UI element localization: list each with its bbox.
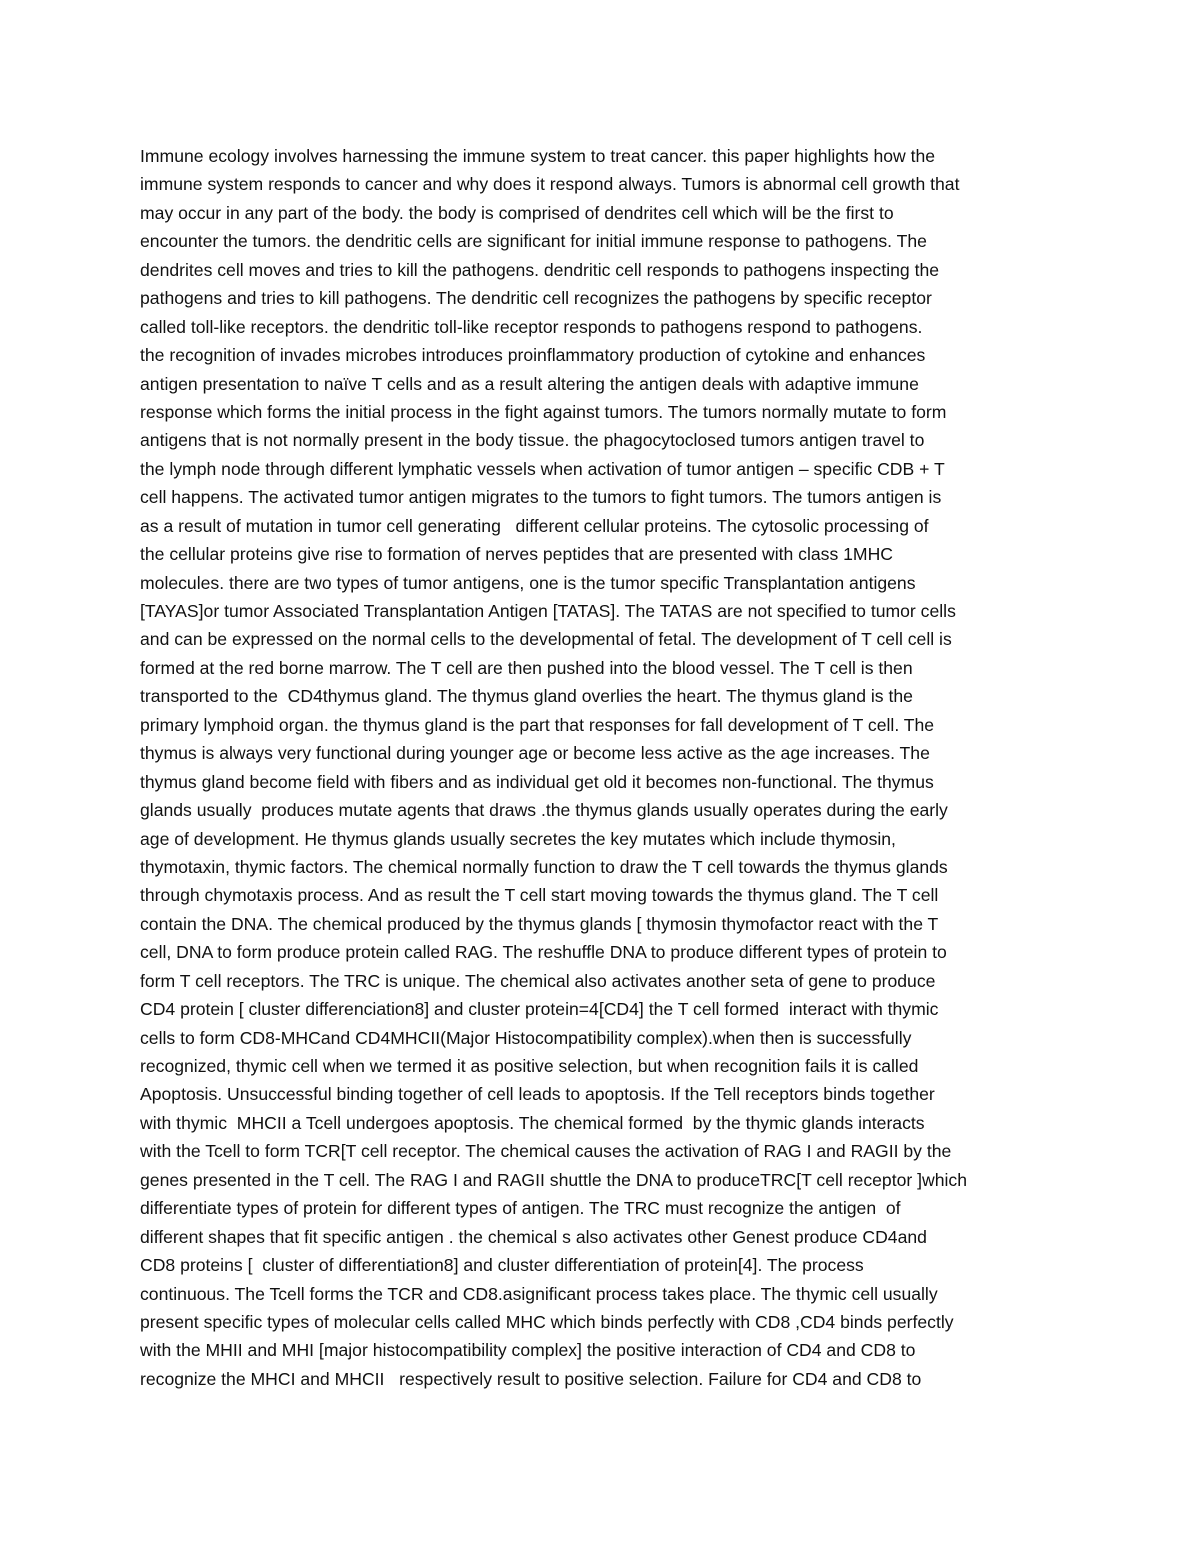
text-line: dendrites cell moves and tries to kill the pathogens. dendritic cell responds to pathogens inspecting the [140,259,940,280]
text-line: immune system responds to cancer and why does it respond always. Tumors is abnormal cell growth that [140,174,960,195]
text-line: present specific types of molecular cells called MHC which binds perfectly with CD8 ,CD4 binds perfectly [140,1311,954,1332]
text-line: transported to the CD4thymus gland. The thymus gland overlies the heart. The thymus gland is the [140,686,913,707]
text-line: formed at the red borne marrow. The T cell are then pushed into the blood vessel. The T cell is then [140,657,913,678]
text-line: recognize the MHCI and MHCII respectively result to positive selection. Failure for CD4 and CD8 to [140,1368,922,1389]
text-line: as a result of mutation in tumor cell generating different cellular proteins. The cytosolic processing of [140,515,929,536]
text-line: with the Tcell to form TCR[T cell receptor. The chemical causes the activation of RAG I and RAGII by the [140,1141,952,1162]
text-line: and can be expressed on the normal cells to the developmental of fetal. The development of T cell cell is [140,629,952,650]
text-line: different shapes that fit specific antigen . the chemical s also activates other Genest produce CD4and [140,1226,927,1247]
text-line: may occur in any part of the body. the body is comprised of dendrites cell which will be the first to [140,202,894,223]
text-line: through chymotaxis process. And as result the T cell start moving towards the thymus gland. The T cell [140,885,939,906]
text-line: CD4 protein [ cluster differenciation8] and cluster protein=4[CD4] the T cell formed interact with thymic [140,999,939,1020]
text-line: pathogens and tries to kill pathogens. The dendritic cell recognizes the pathogens by specific receptor [140,288,932,309]
text-line: response which forms the initial process in the fight against tumors. The tumors normally mutate to form [140,401,947,422]
text-line: age of development. He thymus glands usually secretes the key mutates which include thymosin, [140,828,896,849]
text-line: [TAYAS]or tumor Associated Transplantation Antigen [TATAS]. The TATAS are not specified to tumor cells [140,601,956,621]
text-line: molecules. there are two types of tumor antigens, one is the tumor specific Transplantation antigens [140,572,916,593]
text-line: thymus gland become field with fibers and as individual get old it becomes non-functional. The thymus [140,771,934,792]
text-line: cells to form CD8-MHCand CD4MHCII(Major Histocompatibility complex).when then is successfully [140,1027,912,1048]
text-line: primary lymphoid organ. the thymus gland is the part that responses for fall development of T cell. The [140,714,935,735]
text-line: antigens that is not normally present in the body tissue. the phagocytoclosed tumors antigen travel to [140,430,925,451]
text-line: with thymic MHCII a Tcell undergoes apoptosis. The chemical formed by the thymic glands interacts [140,1112,925,1133]
text-line: thymotaxin, thymic factors. The chemical normally function to draw the T cell towards the thymus glands [140,856,948,877]
text-line: the lymph node through different lymphatic vessels when activation of tumor antigen – specific CDB + T [140,458,945,479]
text-line: the cellular proteins give rise to formation of nerves peptides that are presented with class 1MHC [140,544,893,565]
text-line: Apoptosis. Unsuccessful binding together of cell leads to apoptosis. If the Tell receptors binds together [140,1084,935,1105]
text-line: continuous. The Tcell forms the TCR and CD8.asignificant process takes place. The thymic cell usually [140,1283,938,1304]
text-line: differentiate types of protein for different types of antigen. The TRC must recognize the antigen of [140,1198,901,1219]
body-paragraph [140,142,1080,1393]
text-line: thymus is always very functional during younger age or become less active as the age increases. The [140,743,930,764]
text-line: CD8 proteins [ cluster of differentiation8] and cluster differentiation of protein[4]. The process [140,1255,864,1276]
text-line: cell, DNA to form produce protein called RAG. The reshuffle DNA to produce different types of protein to [140,942,947,963]
text-line: recognized, thymic cell when we termed it as positive selection, but when recognition fails it is called [140,1056,919,1076]
text-line: cell happens. The activated tumor antigen migrates to the tumors to fight tumors. The tumors antigen is [140,487,942,508]
text-line: contain the DNA. The chemical produced by the thymus glands [ thymosin thymofactor react with the T [140,913,939,934]
text-line: Immune ecology involves harnessing the immune system to treat cancer. this paper highlights how the [140,146,936,166]
text-line: genes presented in the T cell. The RAG I and RAGII shuttle the DNA to produceTRC[T cell receptor ]which [140,1169,967,1190]
text-line: with the MHII and MHI [major histocompatibility complex] the positive interaction of CD4 and CD8 to [140,1340,916,1361]
text-line: form T cell receptors. The TRC is unique. The chemical also activates another seta of gene to produce [140,970,936,991]
text-line: glands usually produces mutate agents that draws .the thymus glands usually operates during the early [140,800,948,821]
text-line: called toll-like receptors. the dendritic toll-like receptor responds to pathogens respond to pathogens. [140,316,923,337]
text-line: antigen presentation to naïve T cells and as a result altering the antigen deals with adaptive immune [140,373,919,394]
text-line: the recognition of invades microbes introduces proinflammatory production of cytokine and enhances [140,345,926,366]
text-line: encounter the tumors. the dendritic cells are significant for initial immune response to pathogens. The [140,231,927,252]
